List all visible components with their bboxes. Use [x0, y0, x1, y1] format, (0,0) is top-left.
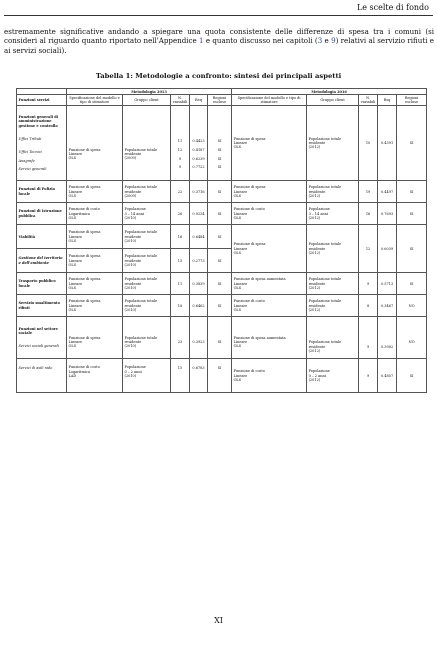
spec-cell-2016: Funzione di spesa aumentata Lineare OLS [232, 317, 307, 359]
group-cell: Popolazione 3 – 14 anni (2010) [123, 203, 171, 225]
group-cell: Popolazione totale residente (2010) [123, 317, 171, 359]
function-cell: Trasporto pubblico locale [17, 273, 67, 295]
group-cell-2016: Popolazione totale residente (2012) [307, 106, 359, 181]
regioni-cell-2016: SI [397, 181, 427, 203]
spec-cell: Funzione di spesa Lineare OLS [67, 295, 123, 317]
req-cell: 0.3839 [190, 273, 208, 295]
function-cell: Servizi di asili nido [17, 359, 67, 393]
intro-paragraph [4, 27, 434, 55]
table-row [17, 181, 427, 203]
group-cell-2016: Popolazione totale residente (2012) [307, 225, 359, 273]
spec-cell: Funzione di spesa Lineare OLS [67, 225, 123, 249]
table-caption: Tabella 1: Metodologie a confronto: sintesi dei principali aspetti [95, 72, 342, 80]
col-nvar-header-2016: N. variabili [359, 95, 378, 106]
sub-function-label: Servizi sociali generali [18, 344, 59, 349]
function-cell [17, 106, 67, 181]
spec-cell: Funzione di spesa Lineare OLS [67, 249, 123, 273]
sub-function-label: Uffici Tributi [18, 137, 42, 142]
regioni-cell: SI [208, 273, 232, 295]
regioni-cell: SI [208, 359, 232, 393]
nvar-cell: 18 [171, 295, 190, 317]
nvar-cell-2016: 12 [359, 225, 378, 273]
regioni-cell-2016: NO [397, 317, 427, 359]
group-2016-header: Metodologia 2016 [232, 89, 427, 95]
req-cell: 0.9234 [190, 203, 208, 225]
regioni-cell-2016: SI [397, 106, 427, 181]
col-gruppo-header-2013: Gruppo client [123, 95, 171, 106]
function-cell [17, 317, 67, 359]
spec-cell: Funzione di costo Logaritmica OLS [67, 203, 123, 225]
spec-cell-2016: Funzione di spesa Lineare OLS [232, 106, 307, 181]
nvar-cell: 26 [171, 203, 190, 225]
appendix-ref-link[interactable]: 1 [199, 36, 204, 46]
intro-text-2: e quanto discusso nei capitoli ( [203, 36, 318, 46]
req-cell: 0.6783 [190, 359, 208, 393]
regioni-cell: SI [208, 181, 232, 203]
table-row [17, 359, 427, 393]
table-row [17, 203, 427, 225]
sub-function-label: Anagrafe [18, 158, 35, 163]
nvar-cell: 11 [171, 273, 190, 295]
spec-cell-2016: Funzione di spesa Lineare OLS [232, 181, 307, 203]
spec-cell: Funzione di costo Logaritmica LAD [67, 359, 123, 393]
group-cell: Popolazione totale residente (2009) [123, 106, 171, 181]
sub-function-label: Uffici Tecnici [18, 150, 42, 155]
group-cell-2016: Popolazione 0 – 2 anni (2012) [307, 359, 359, 393]
nvar-cell: 15 [171, 359, 190, 393]
regioni-cell-2016: SI [397, 225, 427, 273]
sub-function-label: Servizi generali [18, 167, 47, 172]
table-row [17, 273, 427, 295]
function-cell: Viabilità [17, 225, 67, 249]
regioni-cell-2016: SI [397, 203, 427, 225]
regioni-cell: SI SI SI SI [208, 106, 232, 181]
col-spec-header-2013: Specificazione del modello e tipo di stimatore [67, 95, 123, 106]
table-row [17, 317, 427, 359]
regioni-cell: SI [208, 317, 232, 359]
page-number: XI [214, 616, 223, 625]
rsq-cell-2016: 0.4497 [378, 181, 397, 203]
chapter-ref-link-3[interactable]: 3 [317, 36, 323, 46]
spec-cell-2016: Funzione di costo Lineare OLS [232, 359, 307, 393]
intro-text-1: estremamente significative andando a spiegare una quota consistente delle differenze di spesa tra i comuni (si consideri al riguardo quanto riportato nell'Appendice [4, 27, 434, 46]
group-cell: Popolazione 0 – 2 anni (2010) [123, 359, 171, 393]
group-cell: Popolazione totale residente (2010) [123, 273, 171, 295]
rsq-cell-2016: 0.6039 [378, 225, 397, 273]
table-row [17, 225, 427, 249]
regioni-cell-2016: SI [397, 359, 427, 393]
regioni-cell-2016: NO [397, 295, 427, 317]
nvar-cell-2016: 10 [359, 106, 378, 181]
intro-text-4: ) relativi al servizio rifiuti e ai servizi sociali). [4, 36, 434, 55]
col-nvar-header-2013: N. variabili [171, 95, 190, 106]
regioni-cell-2016: SI [397, 273, 427, 295]
nvar-cell-2016: 9 [359, 317, 378, 359]
req-cell: 0.2773 [190, 249, 208, 273]
intro-text-3: e [322, 36, 332, 46]
group-2013-header: Metodologia 2013 [67, 89, 232, 95]
nvar-cell: 15 [171, 249, 190, 273]
nvar-cell-2016: 16 [359, 203, 378, 225]
spec-cell-2016: Funzione di costo Lineare OLS [232, 295, 307, 317]
function-cell: Funzioni di Istruzione pubblica [17, 203, 67, 225]
group-cell-2016: Popolazione totale residente (2012) [307, 295, 359, 317]
col-rsq-header-2016: Rsq [378, 95, 397, 106]
group-cell-2016: Popolazione totale residente (2012) [307, 181, 359, 203]
nvar-cell-2016: 19 [359, 181, 378, 203]
methodology-table [16, 88, 427, 393]
req-cell: 0.6462 [190, 295, 208, 317]
col-regioni-header-2013: Regioni escluse [208, 95, 232, 106]
req-cell: 0.3716 [190, 181, 208, 203]
regioni-cell: SI [208, 225, 232, 249]
spec-cell: Funzione di spesa Lineare OLS [67, 181, 123, 203]
group-cell: Popolazione totale residente (2010) [123, 249, 171, 273]
group-cell-2016: Popolazione 3 – 14 anni (2012) [307, 203, 359, 225]
function-cell: Servizio smaltimento rifiuti [17, 295, 67, 317]
nvar-cell-2016: 8 [359, 295, 378, 317]
group-cell-2016: Popolazione totale residente (2012) [307, 317, 359, 359]
function-label: Funzioni generali di amministrazione gestione e controllo [18, 114, 58, 128]
req-cell: 0.3923 [190, 317, 208, 359]
nvar-cell: 11 12 9 9 [171, 106, 190, 181]
col-gruppo-header-2016: Gruppo client [307, 95, 359, 106]
group-cell: Popolazione totale residente (2010) [123, 225, 171, 249]
nvar-cell: 16 [171, 225, 190, 249]
function-cell: Gestione del territorio e dell'ambiente [17, 249, 67, 273]
col-req-header-2013: Req [190, 95, 208, 106]
spec-cell: Funzione di spesa Lineare OLS [67, 273, 123, 295]
nvar-cell-2016: 9 [359, 359, 378, 393]
nvar-cell-2016: 9 [359, 273, 378, 295]
rsq-cell-2016: 0.4857 [378, 359, 397, 393]
group-cell-2016: Popolazione totale residente (2012) [307, 273, 359, 295]
rsq-cell-2016: 0.5713 [378, 273, 397, 295]
req-cell: 0.4423 0.4187 0.6239 0.7722 [190, 106, 208, 181]
table-row [17, 295, 427, 317]
column-header-row [17, 95, 427, 106]
spec-cell-2016: Funzione di costo Lineare OLS [232, 203, 307, 225]
nvar-cell: 23 [171, 317, 190, 359]
col-spec-header-2016: Specificazione del modello e tipo di stimatore [232, 95, 307, 106]
col-funzioni-header: Funzioni servizi [17, 95, 67, 106]
regioni-cell: SI [208, 295, 232, 317]
rsq-cell-2016: 0.3902 [378, 317, 397, 359]
group-cell: Popolazione totale residente (2009) [123, 181, 171, 203]
spec-cell-2016: Funzione di spesa aumentata Lineare OLS [232, 273, 307, 295]
rsq-cell-2016: 0.7693 [378, 203, 397, 225]
group-cell: Popolazione totale residente (2010) [123, 295, 171, 317]
spec-cell: Funzione di spesa Lineare OLS [67, 106, 123, 181]
spec-cell: Funzione di spesa Lineare OLS [67, 317, 123, 359]
regioni-cell: SI [208, 203, 232, 225]
table-row [17, 106, 427, 181]
regioni-cell: SI [208, 249, 232, 273]
chapter-ref-link-9[interactable]: 9 [331, 36, 336, 46]
spec-cell-2016: Funzione di spesa Lineare OLS [232, 225, 307, 273]
rsq-cell-2016: 0.4391 [378, 106, 397, 181]
nvar-cell: 22 [171, 181, 190, 203]
rsq-cell-2016: 0.3467 [378, 295, 397, 317]
col-regioni-header-2016: Regioni escluse [397, 95, 427, 106]
running-header: Le scelte di fondo [356, 3, 429, 12]
function-cell: Funzioni di Polizia locale [17, 181, 67, 203]
req-cell: 0.6484 [190, 225, 208, 249]
function-label: Funzioni nel settore sociale [18, 326, 58, 336]
header-rule [4, 15, 433, 16]
